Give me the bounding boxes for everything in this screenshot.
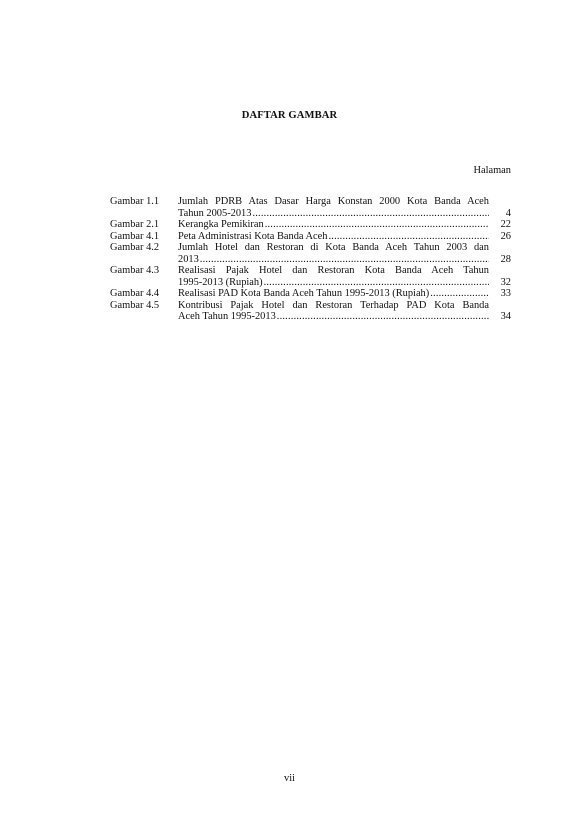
dot-leader: [200, 254, 489, 266]
figure-title-line: 2013: [178, 253, 199, 265]
list-item-gambar-2-1[interactable]: [110, 219, 511, 231]
figure-label: Gambar 4.5: [110, 299, 160, 311]
figure-label: Gambar 4.1: [110, 230, 160, 242]
figure-title-line: Kerangka Pemikiran: [178, 219, 264, 230]
figure-label: Gambar 4.3: [110, 265, 160, 276]
entry-line: [110, 254, 511, 266]
entry-line: [110, 231, 511, 243]
footer-page-number: vii: [284, 773, 295, 784]
figure-label: Gambar 2.1: [110, 219, 160, 230]
entry-line: [110, 242, 511, 254]
page-number: 33: [500, 288, 511, 299]
list-item-gambar-4-4[interactable]: [110, 288, 511, 300]
entry-line: [110, 311, 511, 323]
page-number: 26: [500, 230, 511, 242]
dot-leader: [252, 208, 489, 220]
entry-line: [110, 277, 511, 289]
page-number: 34: [500, 311, 511, 322]
dot-leader: [277, 311, 489, 323]
figure-title-line: Tahun 2005-2013: [178, 207, 252, 219]
figure-title-line: Realisasi Pajak Hotel dan Restoran Kota Banda Aceh Tahun: [178, 265, 489, 276]
figure-title-line: Jumlah PDRB Atas Dasar Harga Konstan 2000 Kota Banda Aceh: [178, 196, 489, 207]
figure-title-line: Aceh Tahun 1995-2013: [178, 311, 276, 322]
page-number: 22: [500, 219, 511, 230]
list-item-gambar-4-1[interactable]: [110, 231, 511, 243]
page-number: 28: [500, 253, 511, 265]
list-item-gambar-4-3[interactable]: [110, 265, 511, 288]
figure-title-line: Peta Administrasi Kota Banda Aceh: [178, 230, 328, 242]
figure-title-line: Jumlah Hotel dan Restoran di Kota Banda Aceh Tahun 2003 dan: [178, 242, 489, 253]
page-title: DAFTAR GAMBAR: [241, 110, 338, 121]
dot-leader: [328, 231, 489, 243]
figure-title-line: Kontribusi Pajak Hotel dan Restoran Terhadap PAD Kota Banda: [178, 299, 489, 311]
list-item-gambar-4-5[interactable]: [110, 300, 511, 323]
entry-line: [110, 300, 511, 312]
figure-label: Gambar 4.2: [110, 242, 160, 253]
list-item-gambar-4-2[interactable]: [110, 242, 511, 265]
entry-line: [110, 196, 511, 208]
dot-leader: [265, 219, 489, 231]
entry-line: [110, 208, 511, 220]
page-number: 32: [500, 276, 511, 288]
entry-line: [110, 265, 511, 277]
list-item-gambar-1-1[interactable]: [110, 196, 511, 219]
figure-title-line: Realisasi PAD Kota Banda Aceh Tahun 1995-2013 (Rupiah): [178, 288, 430, 299]
entry-line: [110, 219, 511, 231]
figure-list: [110, 196, 511, 323]
dot-leader: [264, 277, 489, 289]
figure-label: Gambar 4.4: [110, 288, 160, 299]
figure-title-line: 1995-2013 (Rupiah): [178, 276, 263, 288]
page-column-header: Halaman: [473, 165, 511, 176]
figure-label: Gambar 1.1: [110, 196, 160, 207]
page-number: 4: [505, 207, 511, 219]
dot-leader: [430, 288, 489, 300]
entry-line: [110, 288, 511, 300]
